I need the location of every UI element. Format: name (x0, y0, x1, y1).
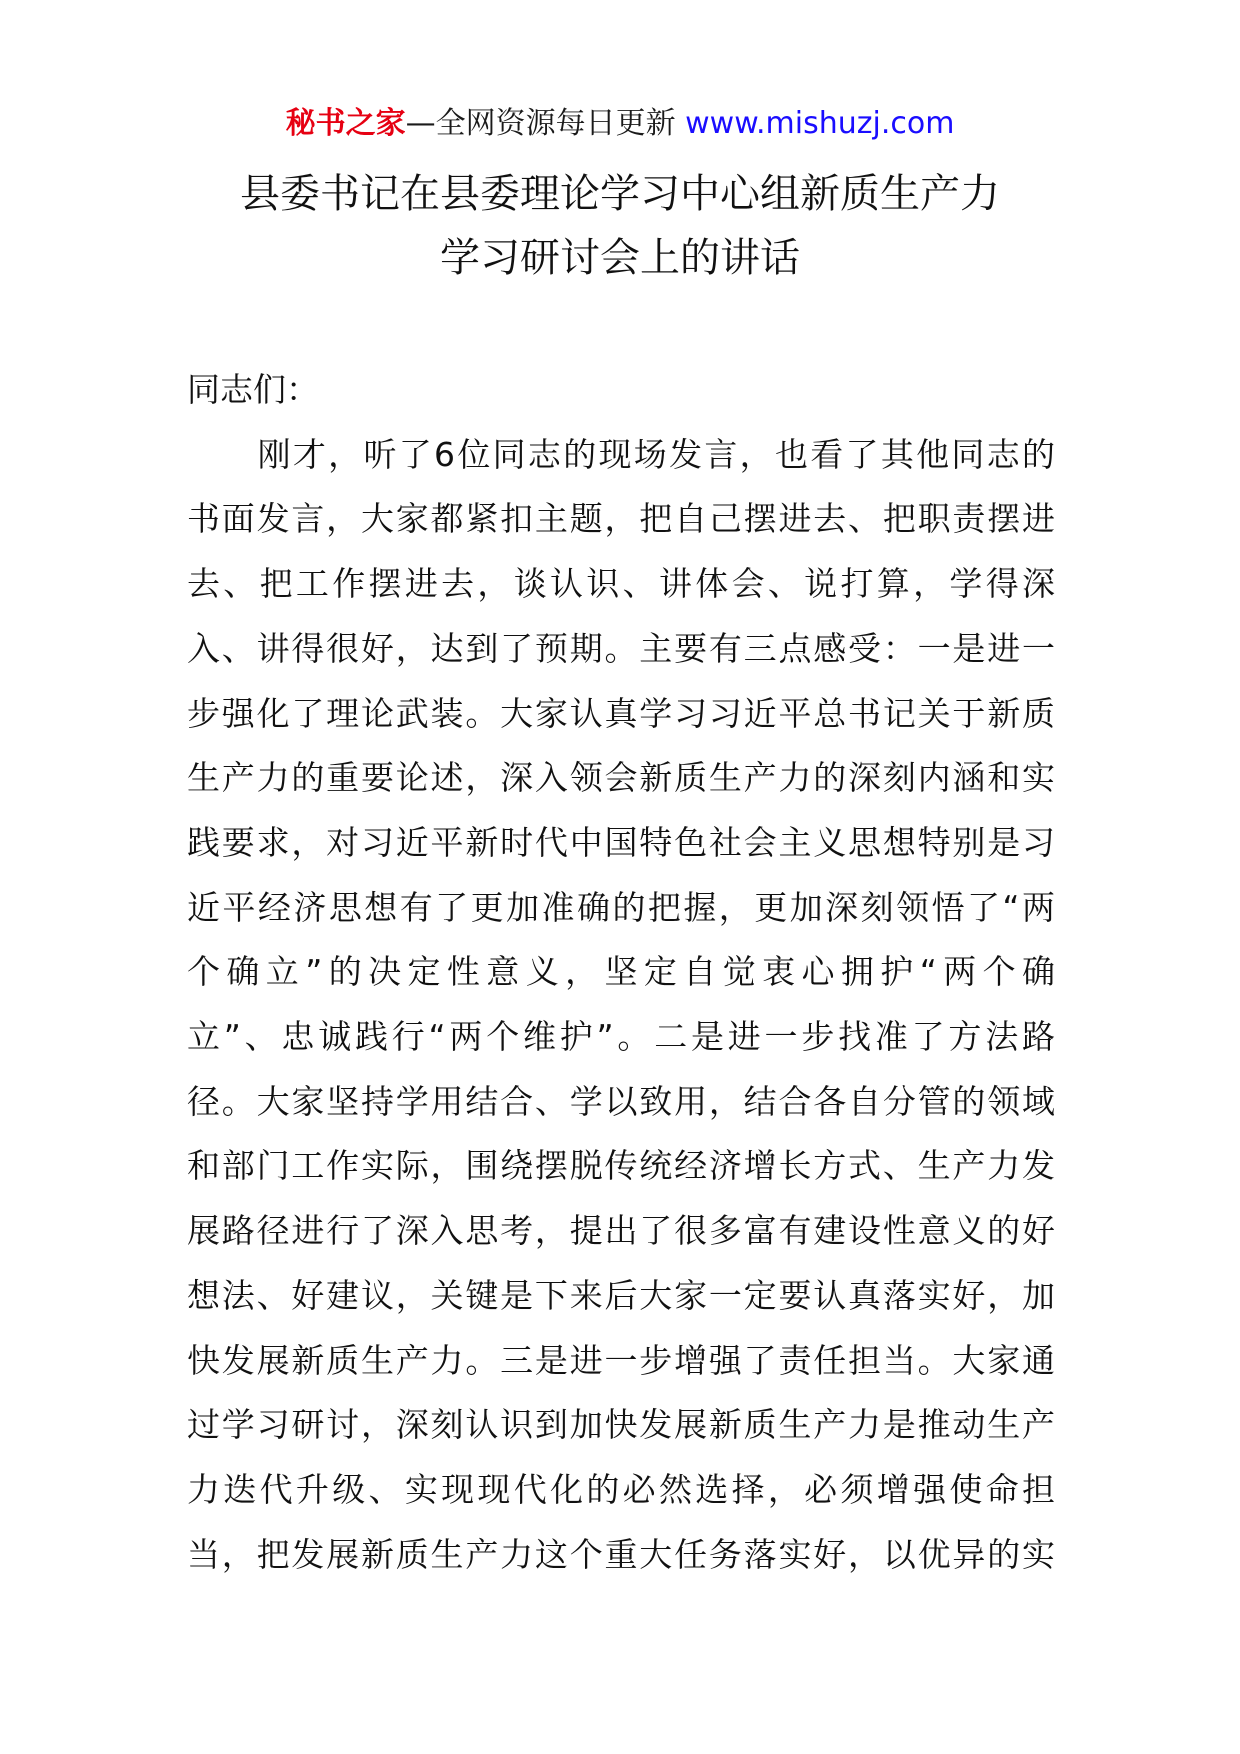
salutation: 同志们： (187, 370, 319, 409)
body-line: 步强化了理论武装。大家认真学习习近平总书记关于新质 (187, 693, 1055, 733)
body-line: 立”、忠诚践行“两个维护”。二是进一步找准了方法路 (187, 1017, 1055, 1057)
body-line: 径。大家坚持学用结合、学以致用，结合各自分管的领域 (187, 1081, 1055, 1121)
document-title (0, 162, 1240, 290)
brand-name: 秘书之家 (285, 106, 406, 141)
site-banner (0, 104, 1240, 144)
body-line: 想法、好建议，关键是下来后大家一定要认真落实好，加 (187, 1275, 1055, 1315)
document-body (187, 358, 1055, 1587)
body-line: 刚才，听了6位同志的现场发言，也看了其他同志的 (187, 434, 1055, 474)
body-line: 过学习研讨，深刻认识到加快发展新质生产力是推动生产 (187, 1405, 1055, 1445)
banner-tagline: —全网资源每日更新 (405, 106, 686, 141)
title-line: 县委书记在县委理论学习中心组新质生产力 (240, 171, 1000, 217)
body-line: 生产力的重要论述，深入领会新质生产力的深刻内涵和实 (187, 758, 1055, 798)
body-line: 去、把工作摆进去，谈认识、讲体会、说打算，学得深 (187, 564, 1055, 604)
body-line: 入、讲得很好，达到了预期。主要有三点感受：一是进一 (187, 628, 1055, 668)
body-line: 当，把发展新质生产力这个重大任务落实好，以优异的实 (187, 1534, 1055, 1574)
title-line: 学习研讨会上的讲话 (440, 235, 800, 281)
body-line: 快发展新质生产力。三是进一步增强了责任担当。大家通 (187, 1340, 1055, 1380)
body-line: 近平经济思想有了更加准确的把握，更加深刻领悟了“两 (187, 887, 1055, 927)
body-line: 展路径进行了深入思考，提出了很多富有建设性意义的好 (187, 1211, 1055, 1251)
body-line: 力迭代升级、实现现代化的必然选择，必须增强使命担 (187, 1469, 1055, 1509)
body-line: 和部门工作实际，围绕摆脱传统经济增长方式、生产力发 (187, 1146, 1055, 1186)
body-line: 践要求，对习近平新时代中国特色社会主义思想特别是习 (187, 822, 1055, 862)
site-url-link[interactable]: www.mishuzj.com (685, 106, 955, 141)
body-line: 个确立”的决定性意义，坚定自觉衷心拥护“两个确 (187, 952, 1055, 992)
body-line: 书面发言，大家都紧扣主题，把自己摆进去、把职责摆进 (187, 499, 1055, 539)
